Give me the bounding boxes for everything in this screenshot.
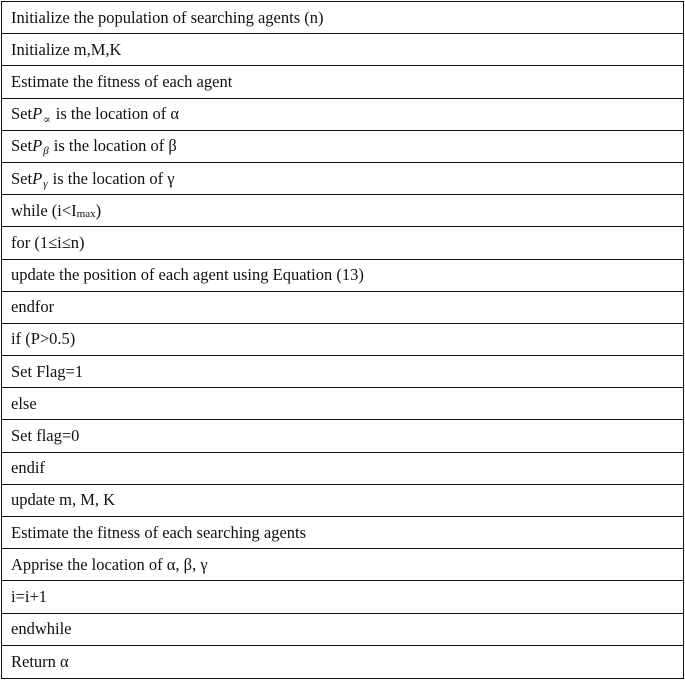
table-row — [2, 453, 683, 485]
row-prefix: Set — [11, 104, 33, 124]
row-text: Initialize m,M,K — [11, 39, 122, 59]
row-text: update m, M, K — [11, 490, 116, 510]
math-subscript: γ — [43, 177, 48, 190]
table-row — [2, 227, 683, 259]
algorithm-table — [1, 1, 684, 679]
table-row — [2, 549, 683, 581]
table-row — [2, 485, 683, 517]
table-row — [2, 388, 683, 420]
table-row — [2, 324, 683, 356]
row-text-end: ) — [95, 200, 102, 220]
table-row — [2, 581, 683, 613]
table-row — [2, 356, 683, 388]
math-subscript: max — [76, 207, 96, 220]
row-suffix: is the location of β — [49, 136, 177, 156]
table-row — [2, 163, 683, 195]
row-text: endfor — [11, 297, 55, 317]
table-row — [2, 614, 683, 646]
row-text: Estimate the fitness of each agent — [11, 71, 233, 91]
row-text: i=i+1 — [11, 586, 48, 606]
table-row — [2, 292, 683, 324]
table-row — [2, 34, 683, 66]
table-row — [2, 2, 683, 34]
row-prefix: Set — [11, 168, 33, 188]
row-text: Apprise the location of α, β, γ — [11, 554, 208, 574]
row-text: update the position of each agent using Equation (13) — [11, 265, 364, 285]
row-text: Set Flag=1 — [11, 361, 84, 381]
table-row — [2, 260, 683, 292]
row-text: for (1≤i≤n) — [11, 232, 85, 252]
row-suffix: is the location of γ — [48, 168, 175, 188]
row-text: Return α — [11, 651, 69, 671]
row-text: Set flag=0 — [11, 426, 80, 446]
row-text: while (i<I — [11, 200, 77, 220]
table-row — [2, 195, 683, 227]
row-text: endwhile — [11, 619, 72, 639]
math-variable: P — [32, 136, 43, 156]
row-text: Initialize the population of searching agents (n) — [11, 7, 324, 27]
math-variable: P — [32, 168, 43, 188]
row-text: if (P>0.5) — [11, 329, 76, 349]
row-suffix: is the location of α — [51, 104, 179, 124]
table-row — [2, 66, 683, 98]
table-row — [2, 646, 683, 678]
row-text: else — [11, 393, 37, 413]
math-variable: P — [32, 104, 43, 124]
math-subscript: ∝ — [43, 113, 51, 126]
row-text: endif — [11, 458, 45, 478]
row-text: Estimate the fitness of each searching agents — [11, 522, 307, 542]
table-row — [2, 131, 683, 163]
table-row — [2, 99, 683, 131]
table-row — [2, 420, 683, 452]
table-row — [2, 517, 683, 549]
row-prefix: Set — [11, 136, 33, 156]
math-subscript: β — [43, 145, 49, 158]
